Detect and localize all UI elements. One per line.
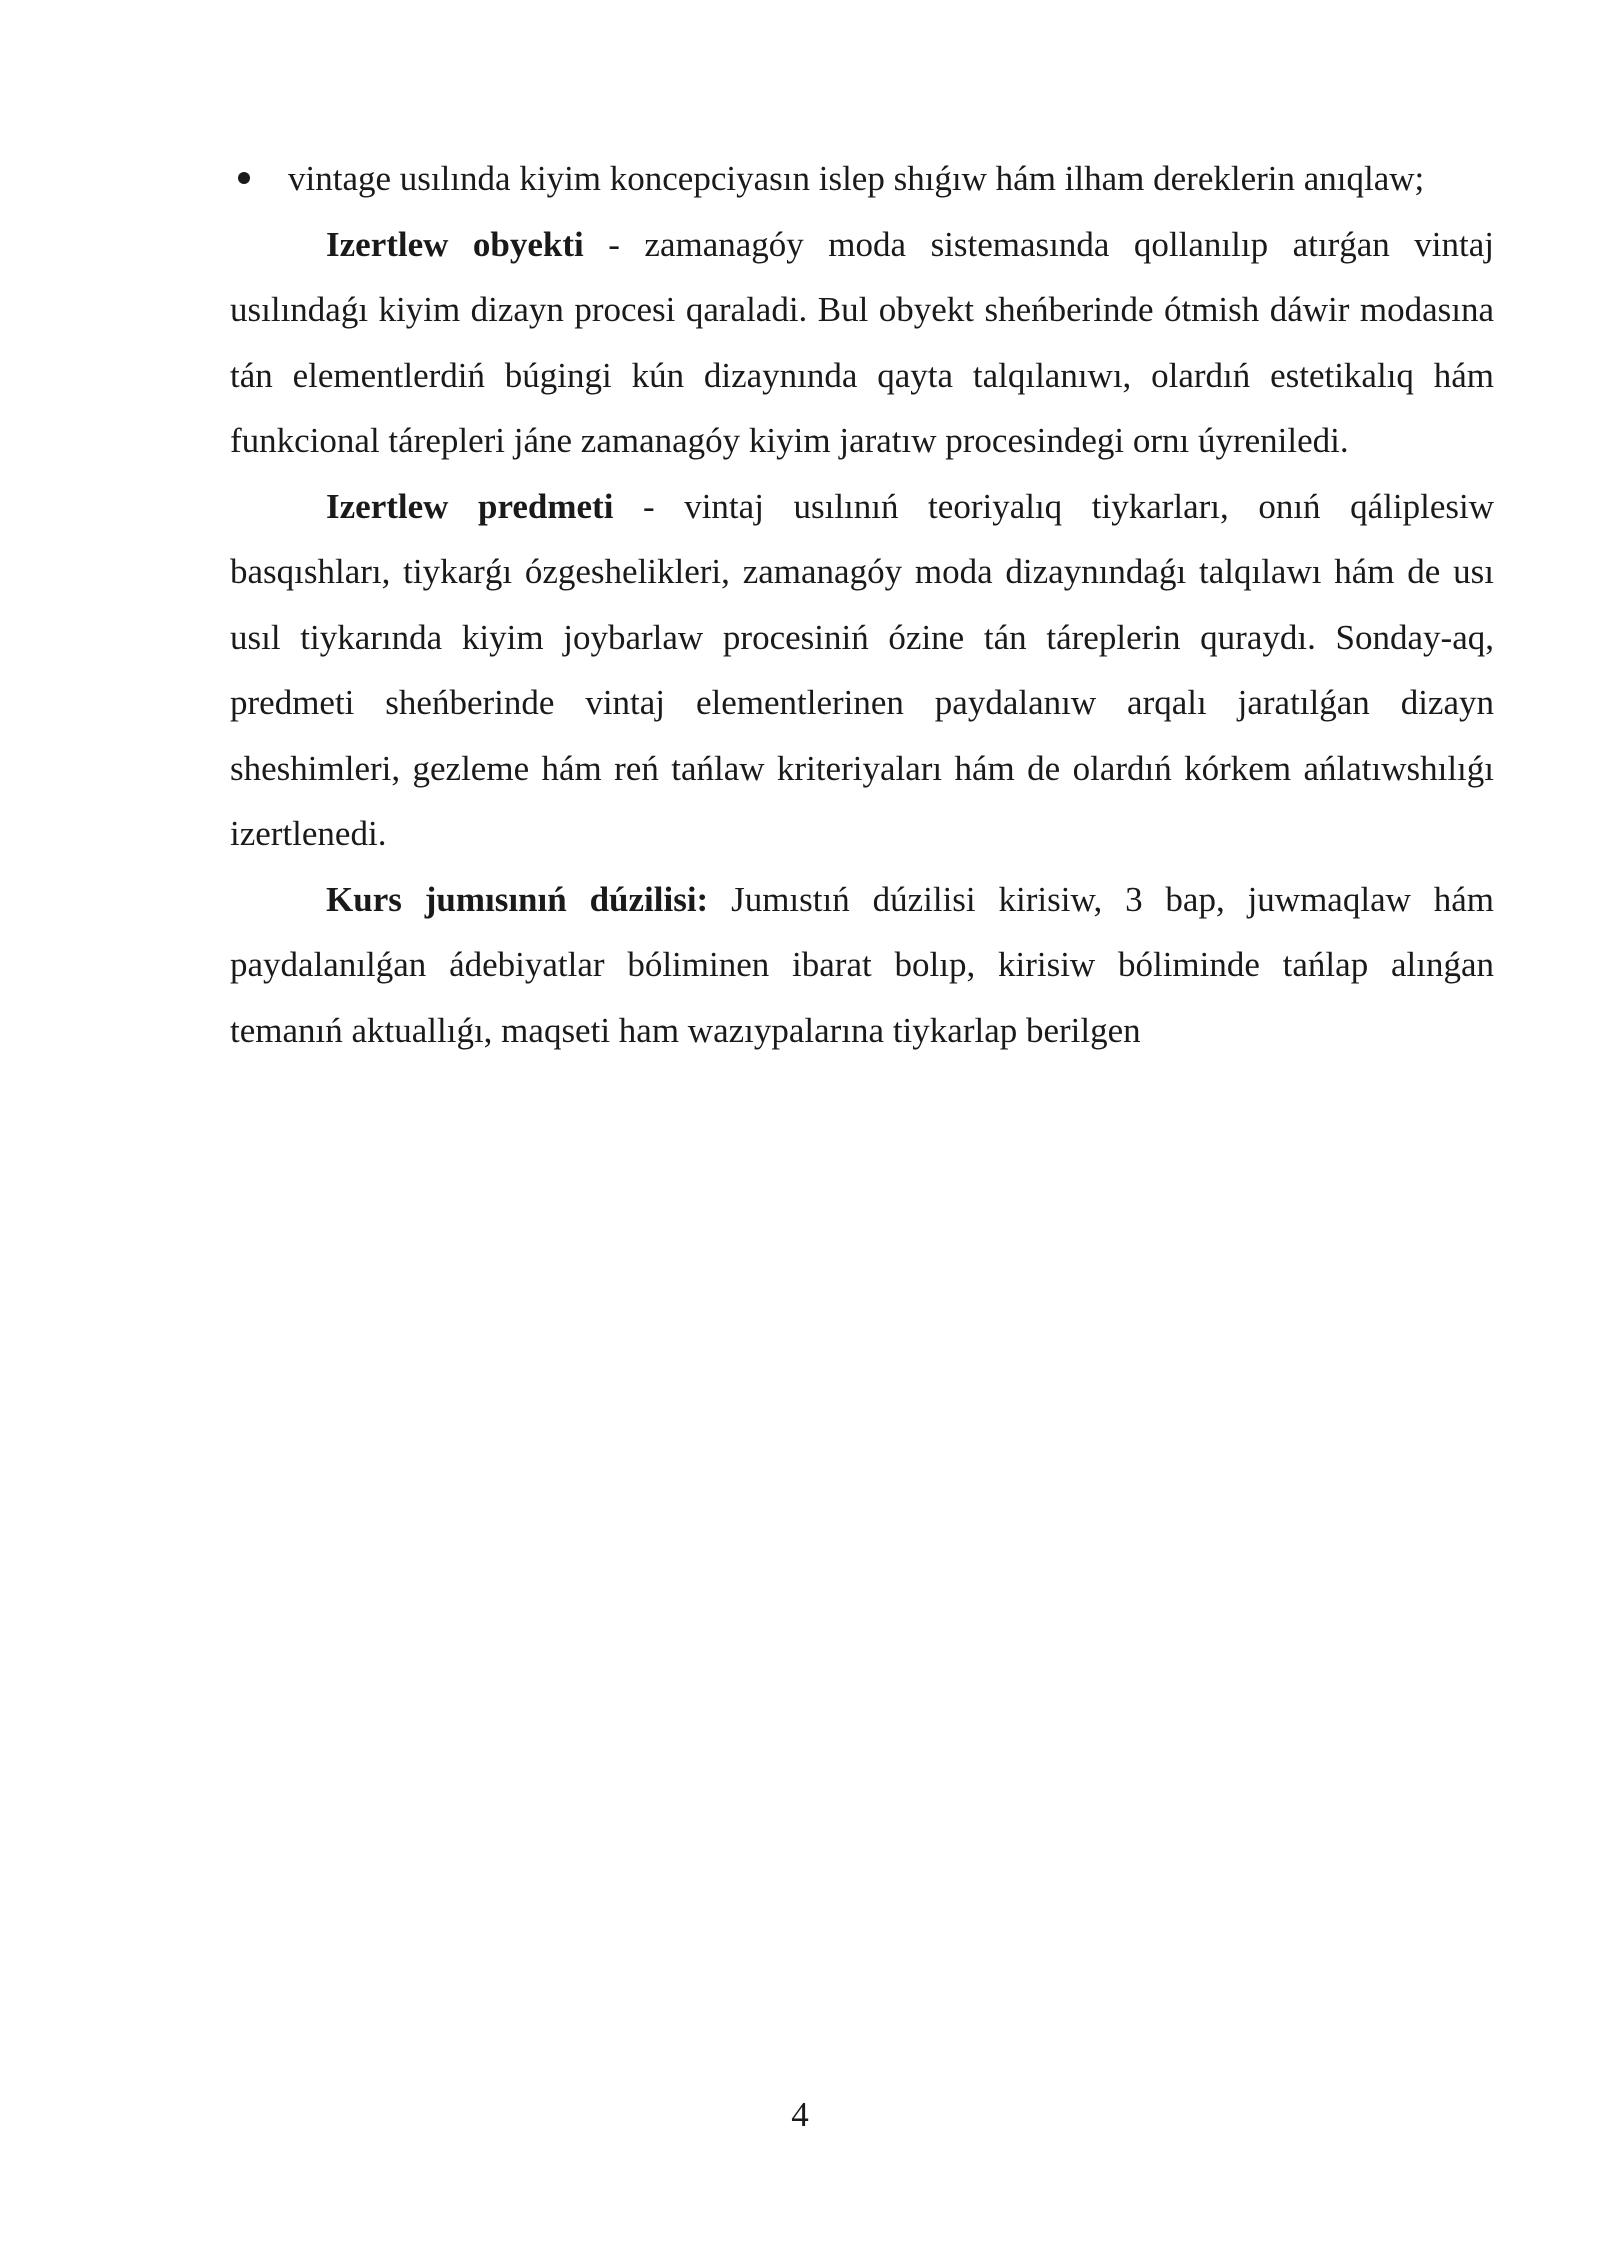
bullet-list-item bbox=[230, 146, 1494, 212]
paragraph-text: Jumıstıń dúzilisi kirisiw, 3 bap, juwmaqlaw hám paydalanılǵan ádebiyatlar bóliminen ibarat bolıp, kirisiw bóliminde tańlap alınǵan temanıń aktuallıǵı, maqseti ham wazıypalarına tiykarlap berilgen bbox=[230, 879, 1494, 1050]
paragraph-heading: Izertlew predmeti bbox=[326, 486, 614, 526]
paragraph-structure bbox=[230, 867, 1494, 1064]
body-text bbox=[230, 146, 1494, 1063]
page-number: 4 bbox=[791, 2095, 809, 2134]
paragraph-heading: Izertlew obyekti bbox=[326, 224, 584, 264]
paragraph-research-subject bbox=[230, 474, 1494, 867]
paragraph-research-object bbox=[230, 212, 1494, 474]
paragraph-heading: Kurs jumısınıń dúzilisi: bbox=[326, 879, 709, 919]
paragraph-text: - vintaj usılınıń teoriyalıq tiykarları, onıń qáliplesiw basqıshları, tiykarǵı ózgeshelikleri, zamanagóy moda dizaynındaǵı talqılawı hám de usı usıl tiykarında kiyim joybarlaw procesiniń ózine tán táreplerin quraydı. Sonday-aq, predmeti sheńberinde vintaj elementlerinen paydalanıw arqalı jaratılǵan dizayn sheshimleri, gezleme hám reń tańlaw kriteriyaları hám de olardıń kórkem ańlatıwshılıǵı izertlenedi. bbox=[230, 486, 1494, 853]
bullet-text: vintage usılında kiyim koncepciyasın islep shıǵıw hám ilham dereklerin anıqlaw; bbox=[288, 159, 1425, 198]
bullet-icon bbox=[238, 172, 250, 184]
paragraph-text: - zamanagóy moda sistemasında qollanılıp atırǵan vintaj usılındaǵı kiyim dizayn procesi qaraladi. Bul obyekt sheńberinde ótmish dáwir modasına tán elementlerdiń búgingi kún dizaynında qayta talqılanıwı, olardıń estetikalıq hám funkcional tárepleri jáne zamanagóy kiyim jaratıw procesindegi ornı úyreniledi. bbox=[230, 224, 1494, 460]
